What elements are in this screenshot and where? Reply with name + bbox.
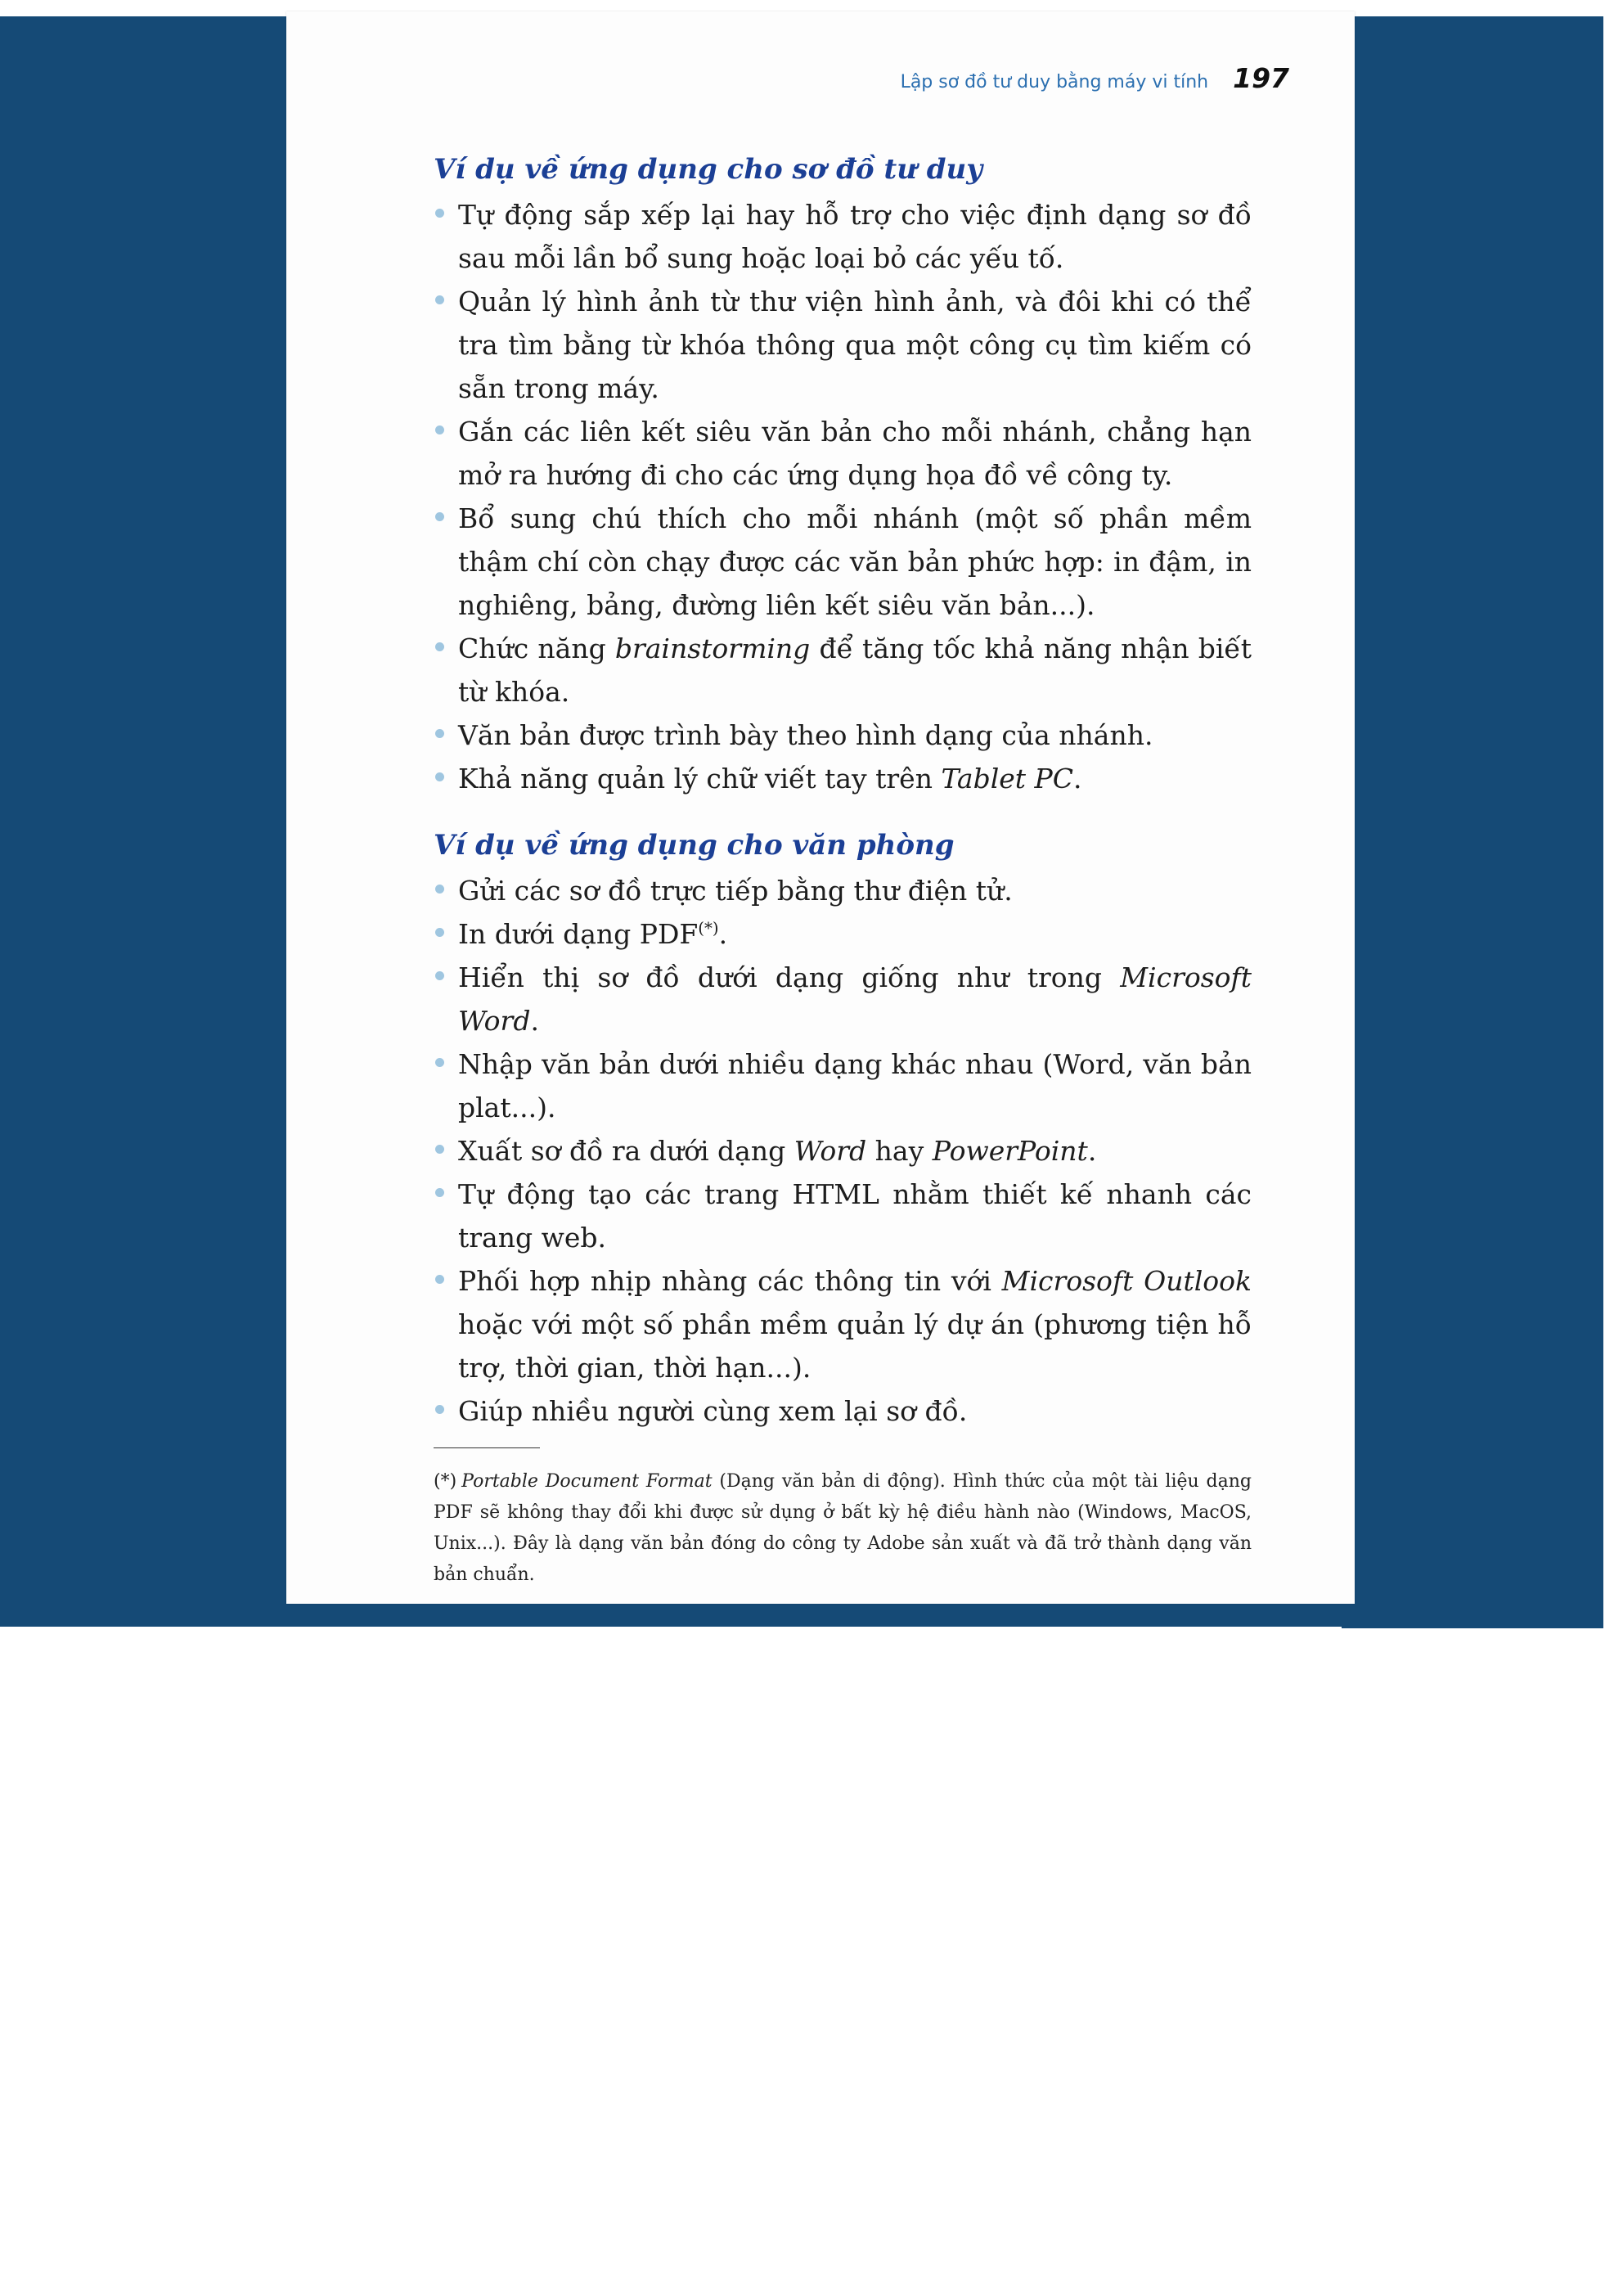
bullet-icon: [435, 1058, 444, 1067]
scan-background-edge: [1342, 1596, 1603, 1628]
list-item-text: Gắn các liên kết siêu văn bản cho mỗi nhánh, chẳng hạn mở ra hướng đi cho các ứng dụng họa đồ về công ty.: [458, 416, 1252, 491]
list-item: [434, 757, 1252, 800]
mindmap-app-list: [434, 193, 1252, 800]
bullet-icon: [435, 971, 444, 980]
list-item: [434, 956, 1252, 1042]
list-item-emphasis: Microsoft Outlook: [1001, 1265, 1252, 1297]
list-item-text: Tự động tạo các trang HTML nhằm thiết kế nhanh các trang web.: [458, 1178, 1252, 1254]
bullet-icon: [435, 295, 444, 304]
list-item-text: .: [530, 1005, 539, 1037]
bullet-icon: [435, 885, 444, 894]
footnote-marker: (*): [434, 1471, 457, 1492]
list-item: [434, 1042, 1252, 1129]
list-item: [434, 193, 1252, 280]
page-number: 197: [1233, 62, 1289, 94]
list-item-text: Nhập văn bản dưới nhiều dạng khác nhau (Word, văn bản plat...).: [458, 1048, 1252, 1123]
list-item: [434, 912, 1252, 956]
bullet-icon: [435, 1405, 444, 1414]
section-heading-mindmap: Ví dụ về ứng dụng cho sơ đồ tư duy: [434, 153, 982, 186]
list-item-text: Khả năng quản lý chữ viết tay trên: [458, 763, 942, 795]
list-item-emphasis: Microsoft Word: [458, 961, 1252, 1037]
bullet-icon: [435, 928, 444, 937]
list-item: [434, 497, 1252, 627]
list-item-text: Văn bản được trình bày theo hình dạng của nhánh.: [458, 719, 1153, 751]
list-item-text: Tự động sắp xếp lại hay hỗ trợ cho việc định dạng sơ đồ sau mỗi lần bổ sung hoặc loại bỏ các yếu tố.: [458, 199, 1252, 274]
list-item: [434, 714, 1252, 757]
list-item-text: In dưới dạng PDF: [458, 918, 699, 950]
list-item-text: Xuất sơ đồ ra dưới dạng: [458, 1135, 794, 1167]
list-item-text: Hiển thị sơ đồ dưới dạng giống như trong: [458, 961, 1121, 993]
section-heading-office: Ví dụ về ứng dụng cho văn phòng: [434, 829, 955, 862]
list-item: [434, 280, 1252, 410]
bullet-icon: [435, 729, 444, 738]
list-item-text: Bổ sung chú thích cho mỗi nhánh (một số phần mềm thậm chí còn chạy được các văn bản phức hợp: in đậm, in nghiêng, bảng, đường liên kết siêu văn bản...).: [458, 502, 1252, 621]
footnote-divider: [434, 1447, 540, 1448]
running-head-title: Lập sơ đồ tư duy bằng máy vi tính: [900, 72, 1209, 92]
footnote-reference: (*): [698, 919, 719, 938]
list-item-text: .: [1073, 763, 1082, 795]
page-content: [434, 147, 1252, 1609]
bullet-icon: [435, 1188, 444, 1197]
list-item-text: Giúp nhiều người cùng xem lại sơ đồ.: [458, 1395, 968, 1427]
bullet-icon: [435, 512, 444, 521]
list-item-text: Chức năng: [458, 633, 615, 664]
footnote-emphasis: Portable Document Format: [461, 1471, 713, 1492]
list-item-text: để tăng tốc khả năng nhận biết từ khóa.: [458, 633, 1252, 708]
list-item-text: Quản lý hình ảnh từ thư viện hình ảnh, và đôi khi có thể tra tìm bằng từ khóa thông qua một công cụ tìm kiếm có sẵn trong máy.: [458, 286, 1252, 404]
list-item: [434, 869, 1252, 912]
list-item: [434, 410, 1252, 497]
bullet-icon: [435, 642, 444, 651]
footnote-text: (Dạng văn bản di động). Hình thức của một tài liệu dạng PDF sẽ không thay đổi khi được sử dụng ở bất kỳ hệ điều hành nào (Windows, MacOS, Unix...). Đây là dạng văn bản đóng do công ty Adobe sản xuất và đã trở thành dạng văn bản chuẩn.: [434, 1471, 1252, 1585]
list-item: [434, 1173, 1252, 1259]
running-head: [901, 62, 1289, 94]
list-item-text: Phối hợp nhịp nhàng các thông tin với: [458, 1265, 1002, 1297]
footnote: [434, 1466, 1252, 1591]
office-app-list: [434, 869, 1252, 1433]
list-item-text: hoặc với một số phần mềm quản lý dự án (phương tiện hỗ trợ, thời gian, thời hạn...).: [458, 1308, 1252, 1384]
list-item-emphasis: brainstorming: [614, 633, 811, 664]
bullet-icon: [435, 772, 444, 781]
list-item: [434, 1259, 1252, 1389]
bullet-icon: [435, 1275, 444, 1284]
bullet-icon: [435, 425, 444, 434]
list-item-emphasis: Tablet PC: [941, 763, 1074, 795]
list-item-text: .: [718, 918, 728, 950]
list-item: [434, 1389, 1252, 1433]
list-item: [434, 1129, 1252, 1173]
list-item: [434, 627, 1252, 714]
list-item-text: Gửi các sơ đồ trực tiếp bằng thư điện tử.: [458, 875, 1013, 907]
list-item-text: .: [1087, 1135, 1097, 1167]
bullet-icon: [435, 209, 444, 218]
list-item-emphasis: PowerPoint: [932, 1135, 1088, 1167]
bullet-icon: [435, 1145, 444, 1154]
book-page: [286, 11, 1355, 1604]
list-item-emphasis: Word: [794, 1135, 867, 1167]
list-item-text: hay: [866, 1135, 933, 1167]
